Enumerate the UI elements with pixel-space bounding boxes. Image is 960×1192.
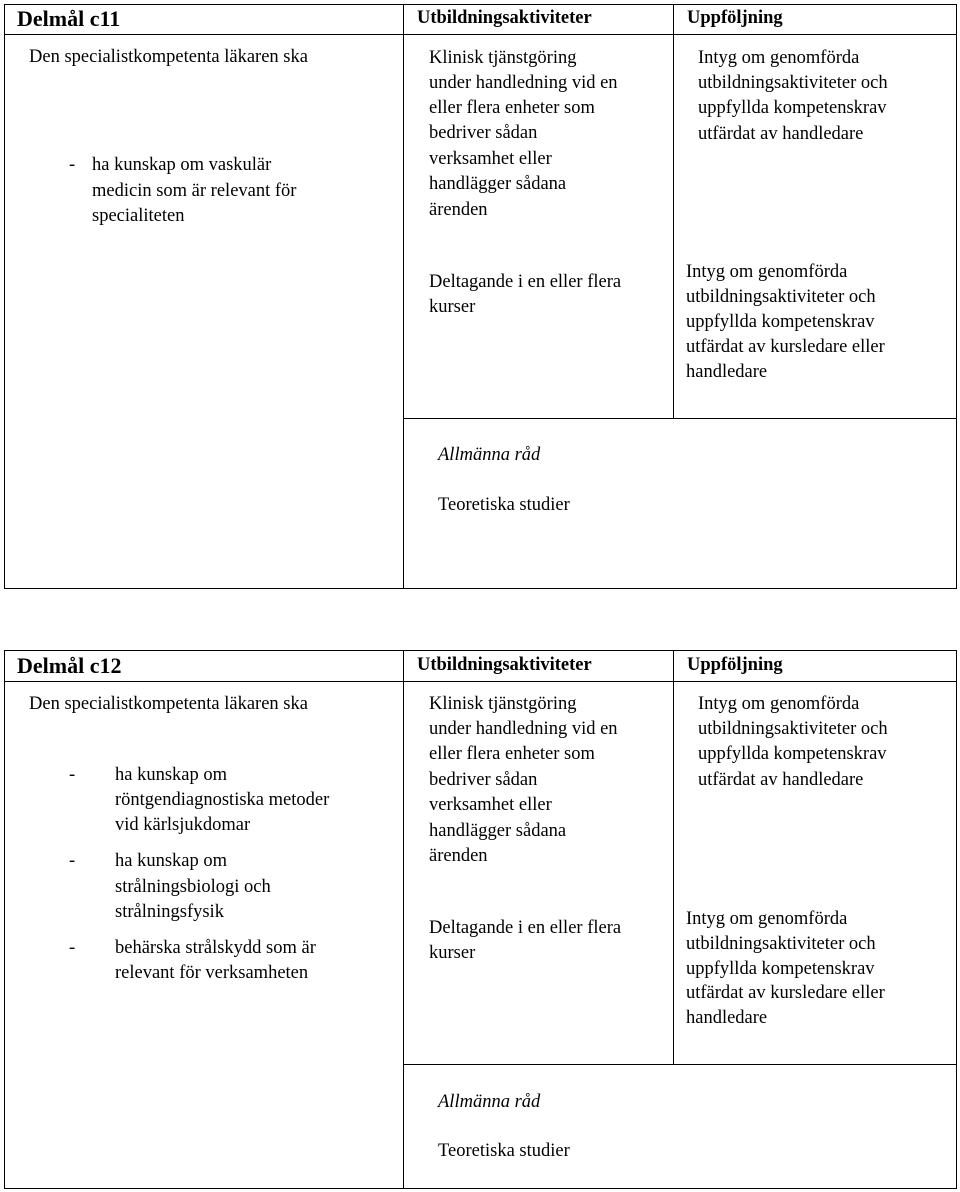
column-divider: [673, 651, 674, 1064]
activity-line: eller flera enheter som: [429, 98, 595, 118]
delmal-title: Delmål c11: [17, 6, 121, 31]
column-divider: [403, 651, 404, 1188]
advice-heading: Allmänna råd: [438, 1092, 541, 1112]
activity-line: ärenden: [429, 200, 488, 220]
followup-line: Intyg om genomförda: [686, 262, 848, 282]
delmal-title: Delmål c12: [17, 653, 122, 678]
activity-line: under handledning vid en: [429, 73, 618, 93]
header-divider: [5, 34, 956, 35]
activity-line: Klinisk tjänstgöring: [429, 48, 577, 68]
goal-line: röntgendiagnostiska metoder: [115, 790, 330, 810]
followup-line: utbildningsaktiviteter och: [686, 934, 876, 954]
followup-line: handledare: [686, 1008, 768, 1028]
followup-line: utfärdat av kursledare eller: [686, 337, 885, 357]
followup-line: Intyg om genomförda: [686, 909, 848, 929]
intro-text: Den specialistkompetenta läkaren ska: [29, 694, 308, 714]
advice-heading: Allmänna råd: [438, 445, 541, 465]
activity-line: handlägger sådana: [429, 174, 567, 194]
bullet-dash: -: [69, 765, 76, 785]
activities-header: Utbildningsaktiviteter: [417, 655, 592, 675]
goal-line: specialiteten: [92, 206, 185, 226]
advice-text: Teoretiska studier: [438, 1141, 570, 1161]
activity-line: bedriver sådan: [429, 123, 538, 143]
activity-line: bedriver sådan: [429, 770, 538, 790]
activity-line: verksamhet eller: [429, 795, 552, 815]
goal-line: ha kunskap om: [115, 765, 228, 785]
column-divider: [403, 5, 404, 588]
activity-line: Klinisk tjänstgöring: [429, 694, 577, 714]
activity-line: kurser: [429, 297, 476, 317]
followup-line: handledare: [686, 362, 768, 382]
goal-line: medicin som är relevant för: [92, 181, 297, 201]
delmal-c11-table: [4, 4, 957, 589]
bullet-dash: -: [69, 938, 76, 958]
goal-line: ha kunskap om: [115, 851, 228, 871]
goal-line: vid kärlsjukdomar: [115, 815, 251, 835]
activity-line: handlägger sådana: [429, 821, 567, 841]
followup-line: utfärdat av handledare: [698, 124, 864, 144]
advice-text: Teoretiska studier: [438, 495, 570, 515]
activity-line: Deltagande i en eller flera: [429, 918, 622, 938]
goal-line: relevant för verksamheten: [115, 963, 309, 983]
bullet-dash: -: [69, 155, 76, 175]
goal-line: behärska strålskydd som är: [115, 938, 316, 958]
activity-line: eller flera enheter som: [429, 744, 595, 764]
followup-line: uppfyllda kompetenskrav: [686, 959, 875, 979]
activity-line: ärenden: [429, 846, 488, 866]
activity-line: under handledning vid en: [429, 719, 618, 739]
followup-line: utbildningsaktiviteter och: [698, 73, 888, 93]
activities-header: Utbildningsaktiviteter: [417, 8, 592, 28]
activity-line: kurser: [429, 943, 476, 963]
followup-line: Intyg om genomförda: [698, 694, 860, 714]
followup-header: Uppföljning: [687, 8, 783, 28]
followup-line: uppfyllda kompetenskrav: [686, 312, 875, 332]
activity-line: Deltagande i en eller flera: [429, 272, 622, 292]
followup-line: uppfyllda kompetenskrav: [698, 744, 887, 764]
goal-line: ha kunskap om vaskulär: [92, 155, 272, 175]
followup-line: utfärdat av handledare: [698, 770, 864, 790]
bullet-dash: -: [69, 851, 76, 871]
followup-header: Uppföljning: [687, 655, 783, 675]
header-divider: [5, 681, 956, 682]
delmal-c12-table: [4, 650, 957, 1189]
followup-line: uppfyllda kompetenskrav: [698, 98, 887, 118]
row-divider: [403, 1064, 956, 1065]
followup-line: utbildningsaktiviteter och: [698, 719, 888, 739]
row-divider: [403, 418, 956, 419]
column-divider: [673, 5, 674, 418]
goal-line: strålningsfysik: [115, 902, 224, 922]
intro-text: Den specialistkompetenta läkaren ska: [29, 47, 308, 67]
goal-line: strålningsbiologi och: [115, 877, 271, 897]
activity-line: verksamhet eller: [429, 149, 552, 169]
followup-line: Intyg om genomförda: [698, 48, 860, 68]
followup-line: utfärdat av kursledare eller: [686, 983, 885, 1003]
followup-line: utbildningsaktiviteter och: [686, 287, 876, 307]
